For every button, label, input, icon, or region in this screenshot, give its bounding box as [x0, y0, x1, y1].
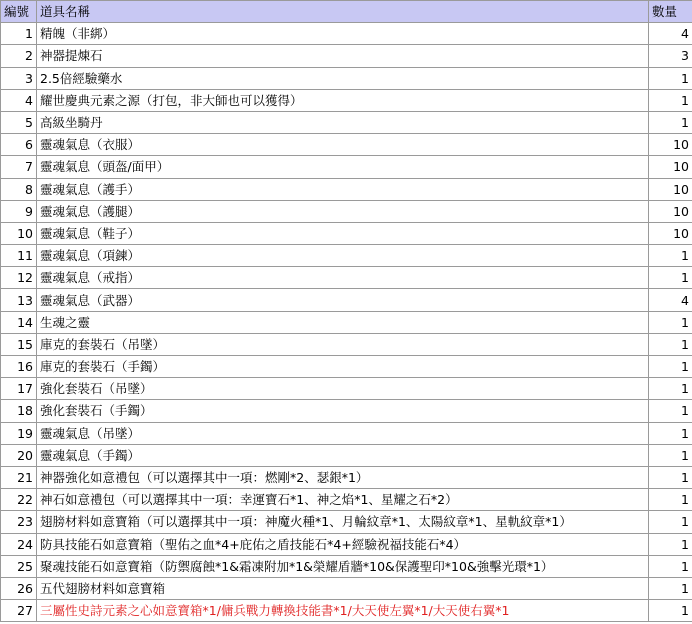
item-name: 靈魂氣息（吊墜）: [37, 422, 649, 444]
header-row: [1, 1, 692, 23]
item-quantity: 1: [649, 422, 692, 444]
item-quantity: 1: [649, 378, 692, 400]
item-name: 庫克的套裝石（吊墜）: [37, 333, 649, 355]
row-number: 9: [1, 200, 37, 222]
table-row: [1, 45, 692, 67]
item-name: 靈魂氣息（武器）: [37, 289, 649, 311]
row-number: 17: [1, 378, 37, 400]
table-row: [1, 533, 692, 555]
item-quantity: 1: [649, 89, 692, 111]
table-row: [1, 245, 692, 267]
item-quantity: 4: [649, 23, 692, 45]
item-name: 耀世慶典元素之源（打包，非大師也可以獲得）: [37, 89, 649, 111]
row-number: 22: [1, 489, 37, 511]
table-row: [1, 555, 692, 577]
row-number: 26: [1, 577, 37, 599]
item-name: 靈魂氣息（衣服）: [37, 134, 649, 156]
item-name: 強化套裝石（吊墜）: [37, 378, 649, 400]
table-row: [1, 89, 692, 111]
item-name: 庫克的套裝石（手鐲）: [37, 356, 649, 378]
item-quantity: 1: [649, 67, 692, 89]
row-number: 27: [1, 600, 37, 622]
item-quantity: 1: [649, 245, 692, 267]
row-number: 1: [1, 23, 37, 45]
table-row: [1, 356, 692, 378]
item-quantity: 1: [649, 489, 692, 511]
item-name: 靈魂氣息（鞋子）: [37, 222, 649, 244]
table-row: [1, 178, 692, 200]
item-name: 神石如意禮包（可以選擇其中一項：幸運寶石*1、神之焰*1、星耀之石*2）: [37, 489, 649, 511]
row-number: 18: [1, 400, 37, 422]
table-row: [1, 23, 692, 45]
row-number: 11: [1, 245, 37, 267]
item-quantity: 3: [649, 45, 692, 67]
item-quantity: 1: [649, 311, 692, 333]
row-number: 5: [1, 111, 37, 133]
item-quantity: 1: [649, 600, 692, 622]
item-name: 三屬性史詩元素之心如意寶箱*1/傭兵戰力轉換技能書*1/大天使左翼*1/大天使右翼*1: [37, 600, 649, 622]
table-row: [1, 134, 692, 156]
table-row: [1, 111, 692, 133]
row-number: 21: [1, 466, 37, 488]
item-name: 神器強化如意禮包（可以選擇其中一項：燃剛*2、瑟銀*1）: [37, 466, 649, 488]
table-row: [1, 156, 692, 178]
row-number: 7: [1, 156, 37, 178]
table-row: [1, 67, 692, 89]
item-quantity: 1: [649, 267, 692, 289]
row-number: 14: [1, 311, 37, 333]
table-row: [1, 311, 692, 333]
item-quantity: 1: [649, 444, 692, 466]
row-number: 3: [1, 67, 37, 89]
header-name: 道具名稱: [37, 1, 649, 23]
item-name: 防具技能石如意寶箱（聖佑之血*4+庇佑之盾技能石*4+經驗祝福技能石*4）: [37, 533, 649, 555]
row-number: 20: [1, 444, 37, 466]
item-quantity: 1: [649, 555, 692, 577]
item-name: 精魄（非綁）: [37, 23, 649, 45]
item-quantity: 1: [649, 511, 692, 533]
row-number: 25: [1, 555, 37, 577]
row-number: 6: [1, 134, 37, 156]
table-row: [1, 444, 692, 466]
row-number: 8: [1, 178, 37, 200]
item-quantity: 10: [649, 200, 692, 222]
table-row: [1, 333, 692, 355]
item-quantity: 1: [649, 466, 692, 488]
table-row: [1, 378, 692, 400]
item-quantity: 1: [649, 111, 692, 133]
item-quantity: 10: [649, 134, 692, 156]
header-quantity: 數量: [649, 1, 692, 23]
item-name: 2.5倍經驗藥水: [37, 67, 649, 89]
table-row: [1, 577, 692, 599]
item-name: 靈魂氣息（護手）: [37, 178, 649, 200]
item-name: 聚魂技能石如意寶箱（防禦腐蝕*1&霜凍附加*1&榮耀盾牆*10&保護聖印*10&強擊光環*1）: [37, 555, 649, 577]
item-name: 靈魂氣息（手鐲）: [37, 444, 649, 466]
item-name: 靈魂氣息（護腿）: [37, 200, 649, 222]
table-row: [1, 600, 692, 622]
table-row: [1, 489, 692, 511]
item-name: 靈魂氣息（戒指）: [37, 267, 649, 289]
item-quantity: 10: [649, 222, 692, 244]
item-quantity: 10: [649, 156, 692, 178]
row-number: 2: [1, 45, 37, 67]
table-row: [1, 466, 692, 488]
table-row: [1, 267, 692, 289]
item-quantity: 4: [649, 289, 692, 311]
row-number: 12: [1, 267, 37, 289]
item-quantity: 1: [649, 356, 692, 378]
item-quantity: 1: [649, 333, 692, 355]
row-number: 23: [1, 511, 37, 533]
item-name: 翅膀材料如意寶箱（可以選擇其中一項：神魔火種*1、月輪紋章*1、太陽紋章*1、星軌紋章*1）: [37, 511, 649, 533]
row-number: 15: [1, 333, 37, 355]
row-number: 10: [1, 222, 37, 244]
row-number: 13: [1, 289, 37, 311]
item-quantity: 10: [649, 178, 692, 200]
table-row: [1, 511, 692, 533]
table-row: [1, 222, 692, 244]
item-name: 神器提煉石: [37, 45, 649, 67]
item-name: 靈魂氣息（項鍊）: [37, 245, 649, 267]
item-name: 五代翅膀材料如意寶箱: [37, 577, 649, 599]
item-quantity: 1: [649, 533, 692, 555]
item-name: 靈魂氣息（頭盔/面甲）: [37, 156, 649, 178]
item-name: 強化套裝石（手鐲）: [37, 400, 649, 422]
row-number: 4: [1, 89, 37, 111]
item-name: 高級坐騎丹: [37, 111, 649, 133]
item-name: 生魂之靈: [37, 311, 649, 333]
row-number: 19: [1, 422, 37, 444]
row-number: 24: [1, 533, 37, 555]
table-row: [1, 422, 692, 444]
row-number: 16: [1, 356, 37, 378]
item-quantity: 1: [649, 400, 692, 422]
item-quantity: 1: [649, 577, 692, 599]
table-row: [1, 400, 692, 422]
header-number: 編號: [1, 1, 37, 23]
table-row: [1, 200, 692, 222]
table-row: [1, 289, 692, 311]
